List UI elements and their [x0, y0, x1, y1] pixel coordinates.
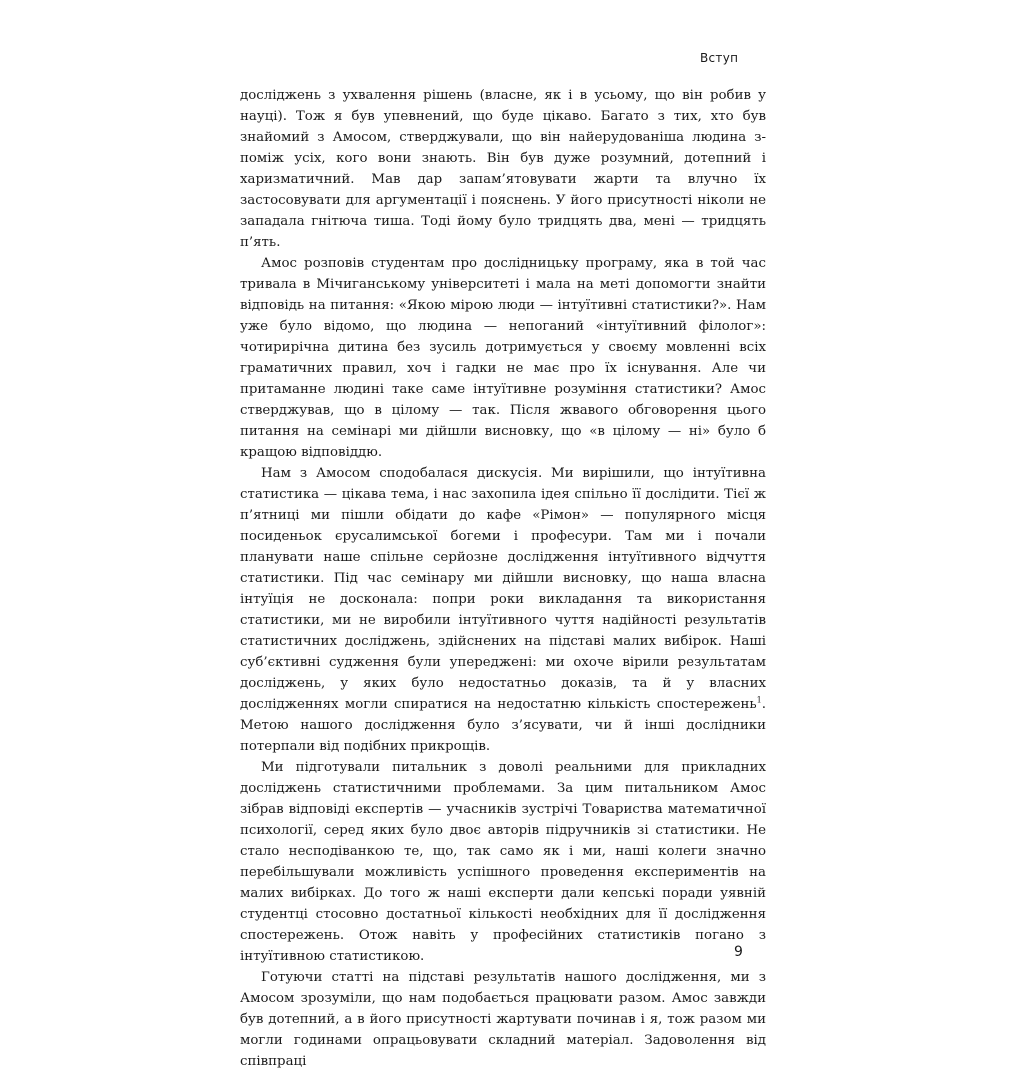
paragraph: Готуючи статті на підставі результатів нашого дослідження, ми з Амосом зрозуміли, що нам подобається працювати разом. Амос завжди був дотепний, а в його присутності жартувати починав і я, тож разом ми могли годинами опрацьовувати складний матеріал. Задоволення від співпраці: [240, 970, 766, 1069]
footnote-marker[interactable]: 1: [756, 695, 762, 705]
paragraph-text: Нам з Амосом сподобалася дискусія. Ми вирішили, що інтуїтивна статистика — цікава тема, і нас захопила ідея спільно її дослідити. Тієї ж п’ятниці ми пішли обідати до кафе «Рімон» — популярного місця посиденьок єрусалимської богеми і професури. Там ми і почали планувати наше спільне серйозне дослідження інтуїтивного відчуття статистики. Під час семінару ми дійшли висновку, що наша власна інтуїція не досконала: попри роки викладання та використання статистики, ми не виробили інтуїтивного чуття надійності результатів статистичних досліджень, здійснених на підставі малих вибірок. Наші суб’єктивні судження були упереджені: ми охоче вірили результатам досліджень, у яких було недостатньо доказів, та й у власних дослідженнях могли спиратися на недостатню кількість спостережень: [240, 466, 766, 712]
paragraph: Нам з Амосом сподобалася дискусія. Ми вирішили, що інтуїтивна статистика — цікава тема, і нас захопила ідея спільно її дослідити. Тієї ж п’ятниці ми пішли обідати до кафе «Рімон» — популярного місця посиденьок єрусалимської богеми і професури. Там ми і почали планувати наше спільне серйозне дослідження інтуїтивного відчуття статистики. Під час семінару ми дійшли висновку, що наша власна інтуїція не досконала: попри роки викладання та використання статистики, ми не виробили інтуїтивного чуття надійності результатів статистичних досліджень, здійснених на підставі малих вибірок. Наші суб’єктивні судження були упереджені: ми охоче вірили результатам досліджень, у яких було недостатньо доказів, та й у власних дослідженнях могли спиратися на недостатню кількість спостережень$^1$. Метою нашого дослідження було з’ясувати, чи й інші дослідники потерпали від подібних прикрощів.: [240, 466, 766, 754]
page-number: 9: [734, 944, 743, 960]
paragraph: Ми підготували питальник з доволі реальними для прикладних досліджень статистичними проблемами. За цим питальником Амос зібрав відповіді експертів — учасників зустрічі Товариства математичної психології, серед яких було двоє авторів підручників зі статистики. Не стало несподіванкою те, що, так само як і ми, наші колеги значно перебільшували можливість успішного проведення експериментів на малих вибірках. До того ж наші експерти дали кепські поради уявній студентці стосовно достатньої кількості необхідних для її дослідження спостережень. Отож навіть у професійних статистиків погано з інтуїтивною статистикою.: [240, 760, 766, 964]
body-text: [240, 85, 766, 1072]
paragraph: Амос розповів студентам про дослідницьку програму, яка в той час тривала в Мічиганському університеті і мала на меті допомогти знайти відповідь на питання: «Якою мірою люди — інтуїтивні статистики?». Нам уже було відомо, що людина — непоганий «інтуїтивний філолог»: чотирирічна дитина без зусиль дотримується у своєму мовленні всіх граматичних правил, хоч і гадки не має про їх існування. Але чи притаманне людині таке саме інтуїтивне розуміння статистики? Амос стверджував, що в цілому — так. Після жвавого обговорення цього питання на семінарі ми дійшли висновку, що «в цілому — ні» було б кращою відповіддю.: [240, 256, 766, 460]
paragraph: досліджень з ухвалення рішень (власне, як і в усьому, що він робив у науці). Тож я був упевнений, що буде цікаво. Багато з тих, хто був знайомий з Амосом, стверджували, що він найерудованіша людина з-поміж усіх, кого вони знають. Він був дуже розумний, дотепний і харизматичний. Мав дар запам’ятовувати жарти та влучно їх застосовувати для аргументації і пояснень. У його присутності ніколи не западала гнітюча тиша. Тоді йому було тридцять два, мені — тридцять п’ять.: [240, 88, 766, 250]
running-head: Вступ: [700, 51, 739, 65]
paragraph-text: Метою нашого дослідження було з’ясувати, чи й інші дослідники потерпали від подібних прикрощів.: [240, 718, 766, 754]
